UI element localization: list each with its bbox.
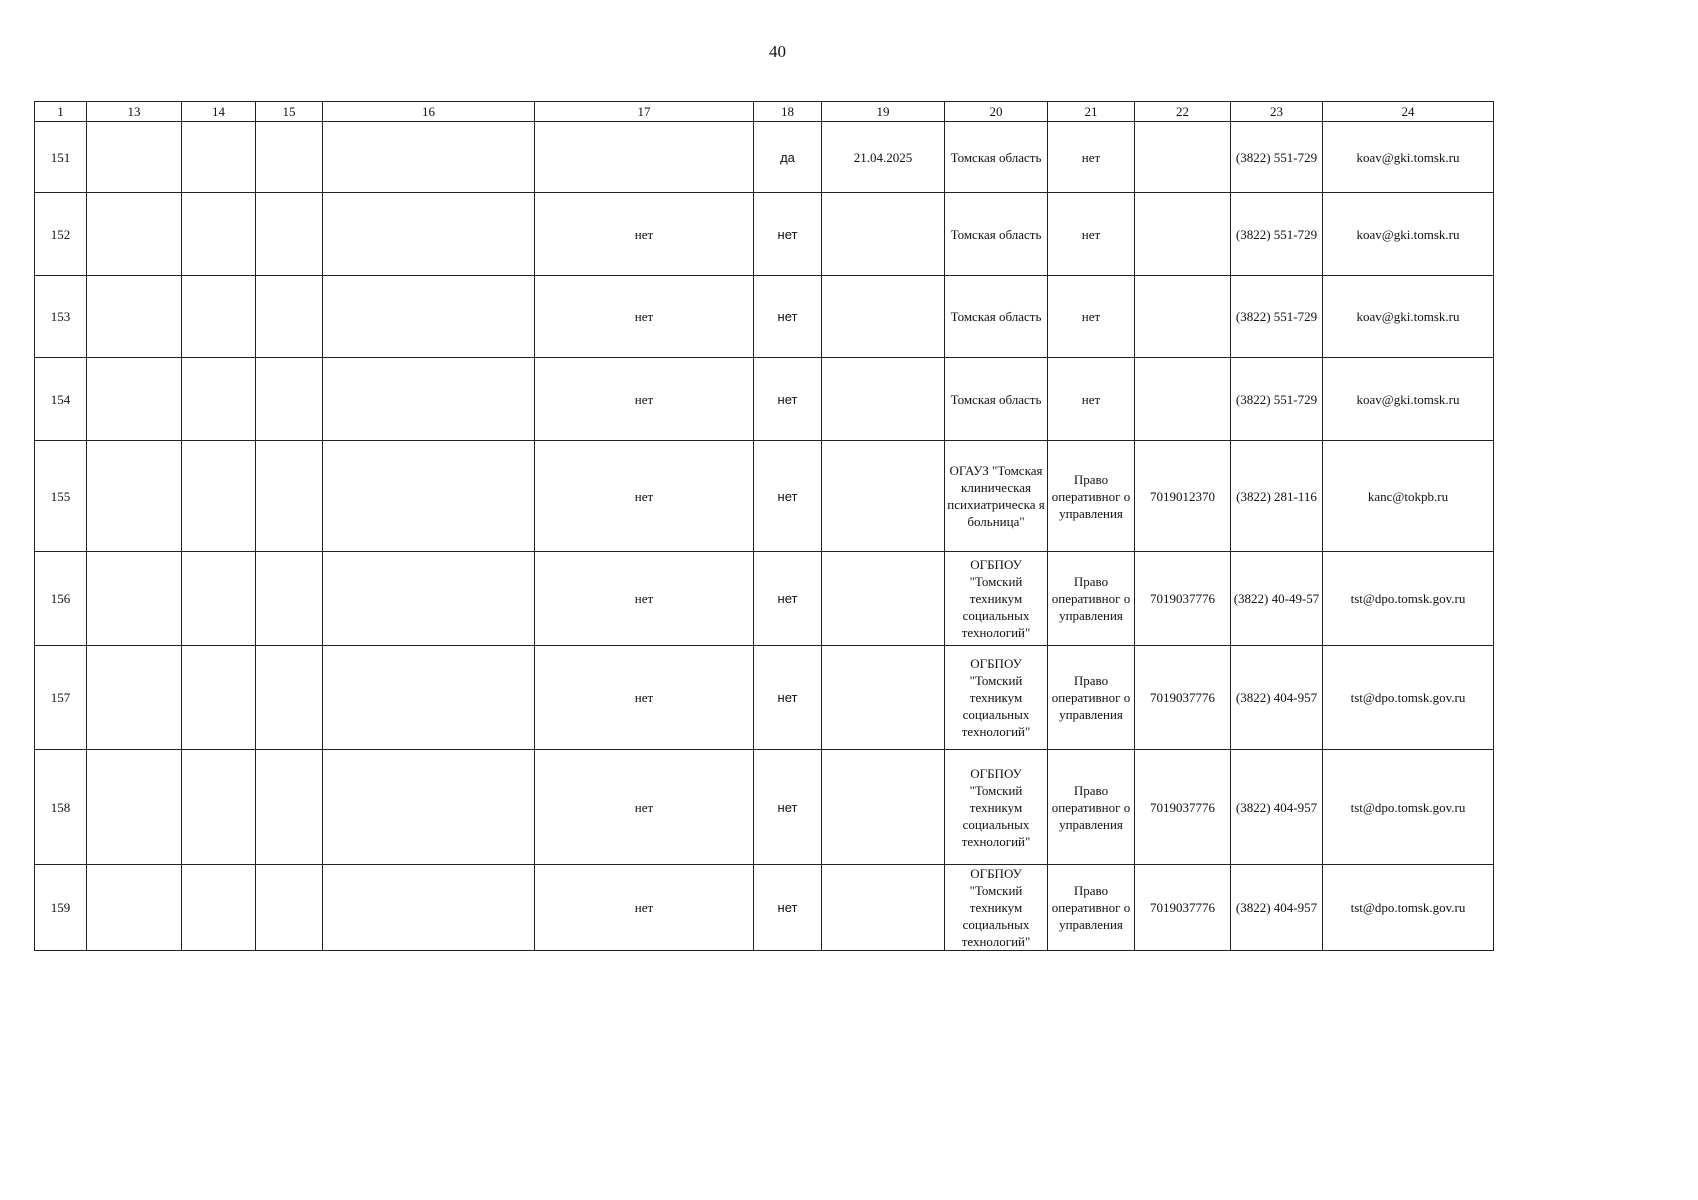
table-row bbox=[35, 552, 1494, 646]
cell-col17: нет bbox=[535, 750, 754, 865]
cell-col24: koav@gki.tomsk.ru bbox=[1323, 276, 1494, 358]
cell-number: 154 bbox=[35, 358, 87, 441]
cell-col14 bbox=[182, 193, 256, 276]
cell-col20: Томская область bbox=[945, 122, 1048, 193]
cell-col19 bbox=[822, 276, 945, 358]
cell-col13 bbox=[87, 865, 182, 951]
cell-col19: 21.04.2025 bbox=[822, 122, 945, 193]
cell-col14 bbox=[182, 441, 256, 552]
column-header: 21 bbox=[1048, 102, 1135, 122]
cell-col15 bbox=[256, 276, 323, 358]
table-row bbox=[35, 122, 1494, 193]
cell-col19 bbox=[822, 441, 945, 552]
cell-col13 bbox=[87, 441, 182, 552]
cell-col15 bbox=[256, 646, 323, 750]
cell-col17: нет bbox=[535, 276, 754, 358]
cell-col15 bbox=[256, 552, 323, 646]
cell-col24: koav@gki.tomsk.ru bbox=[1323, 358, 1494, 441]
cell-col14 bbox=[182, 750, 256, 865]
cell-col21: нет bbox=[1048, 122, 1135, 193]
cell-col14 bbox=[182, 552, 256, 646]
cell-col22: 7019037776 bbox=[1135, 865, 1231, 951]
cell-col19 bbox=[822, 865, 945, 951]
cell-col18: да bbox=[754, 122, 822, 193]
cell-col23: (3822) 404-957 bbox=[1231, 865, 1323, 951]
table-row bbox=[35, 276, 1494, 358]
cell-col16 bbox=[323, 441, 535, 552]
cell-col20: ОГБПОУ "Томский техникум социальных технологий" bbox=[945, 750, 1048, 865]
cell-col13 bbox=[87, 193, 182, 276]
cell-number: 156 bbox=[35, 552, 87, 646]
cell-col16 bbox=[323, 750, 535, 865]
cell-col22: 7019012370 bbox=[1135, 441, 1231, 552]
cell-col24: tst@dpo.tomsk.gov.ru bbox=[1323, 865, 1494, 951]
cell-col15 bbox=[256, 750, 323, 865]
cell-col21: Право оперативног о управления bbox=[1048, 750, 1135, 865]
cell-col21: Право оперативног о управления bbox=[1048, 646, 1135, 750]
page-number: 40 bbox=[769, 42, 786, 61]
cell-col24: tst@dpo.tomsk.gov.ru bbox=[1323, 646, 1494, 750]
cell-col22 bbox=[1135, 276, 1231, 358]
column-header: 22 bbox=[1135, 102, 1231, 122]
column-header: 23 bbox=[1231, 102, 1323, 122]
cell-col24: kanc@tokpb.ru bbox=[1323, 441, 1494, 552]
cell-col23: (3822) 404-957 bbox=[1231, 750, 1323, 865]
cell-col16 bbox=[323, 646, 535, 750]
cell-col23: (3822) 551-729 bbox=[1231, 193, 1323, 276]
registry-table bbox=[34, 101, 1494, 951]
cell-number: 157 bbox=[35, 646, 87, 750]
cell-col16 bbox=[323, 552, 535, 646]
cell-col15 bbox=[256, 358, 323, 441]
column-header: 20 bbox=[945, 102, 1048, 122]
cell-col22 bbox=[1135, 122, 1231, 193]
cell-col17: нет bbox=[535, 552, 754, 646]
cell-col14 bbox=[182, 122, 256, 193]
cell-col16 bbox=[323, 193, 535, 276]
column-header: 13 bbox=[87, 102, 182, 122]
cell-col13 bbox=[87, 358, 182, 441]
cell-col20: ОГБПОУ "Томский техникум социальных технологий" bbox=[945, 865, 1048, 951]
cell-col17: нет bbox=[535, 441, 754, 552]
cell-col14 bbox=[182, 358, 256, 441]
cell-col15 bbox=[256, 865, 323, 951]
cell-col15 bbox=[256, 441, 323, 552]
column-header: 24 bbox=[1323, 102, 1494, 122]
cell-col18: нет bbox=[754, 276, 822, 358]
cell-col18: нет bbox=[754, 193, 822, 276]
cell-col17: нет bbox=[535, 865, 754, 951]
cell-col13 bbox=[87, 750, 182, 865]
cell-col14 bbox=[182, 646, 256, 750]
header-row bbox=[35, 102, 1494, 122]
cell-col24: tst@dpo.tomsk.gov.ru bbox=[1323, 552, 1494, 646]
table-row bbox=[35, 646, 1494, 750]
cell-col15 bbox=[256, 193, 323, 276]
cell-col18: нет bbox=[754, 865, 822, 951]
cell-col20: ОГБПОУ "Томский техникум социальных технологий" bbox=[945, 646, 1048, 750]
cell-col21: нет bbox=[1048, 276, 1135, 358]
cell-number: 155 bbox=[35, 441, 87, 552]
cell-col23: (3822) 404-957 bbox=[1231, 646, 1323, 750]
cell-col23: (3822) 281-116 bbox=[1231, 441, 1323, 552]
cell-col22: 7019037776 bbox=[1135, 552, 1231, 646]
column-header: 19 bbox=[822, 102, 945, 122]
table-row bbox=[35, 358, 1494, 441]
cell-col18: нет bbox=[754, 646, 822, 750]
cell-col18: нет bbox=[754, 552, 822, 646]
cell-col13 bbox=[87, 646, 182, 750]
cell-col21: нет bbox=[1048, 358, 1135, 441]
column-header: 15 bbox=[256, 102, 323, 122]
cell-col17: нет bbox=[535, 193, 754, 276]
cell-col18: нет bbox=[754, 358, 822, 441]
cell-col16 bbox=[323, 358, 535, 441]
cell-col18: нет bbox=[754, 750, 822, 865]
cell-col22: 7019037776 bbox=[1135, 750, 1231, 865]
cell-col19 bbox=[822, 193, 945, 276]
cell-col20: Томская область bbox=[945, 193, 1048, 276]
cell-col24: tst@dpo.tomsk.gov.ru bbox=[1323, 750, 1494, 865]
cell-col19 bbox=[822, 552, 945, 646]
cell-col22: 7019037776 bbox=[1135, 646, 1231, 750]
cell-col17: нет bbox=[535, 646, 754, 750]
cell-col23: (3822) 40-49-57 bbox=[1231, 552, 1323, 646]
cell-col20: Томская область bbox=[945, 358, 1048, 441]
table-row bbox=[35, 750, 1494, 865]
column-header: 14 bbox=[182, 102, 256, 122]
table-row bbox=[35, 441, 1494, 552]
column-header: 16 bbox=[323, 102, 535, 122]
cell-col20: ОГБПОУ "Томский техникум социальных технологий" bbox=[945, 552, 1048, 646]
cell-number: 152 bbox=[35, 193, 87, 276]
cell-col21: Право оперативног о управления bbox=[1048, 552, 1135, 646]
cell-col16 bbox=[323, 865, 535, 951]
cell-col23: (3822) 551-729 bbox=[1231, 276, 1323, 358]
table-row bbox=[35, 193, 1494, 276]
column-header: 1 bbox=[35, 102, 87, 122]
cell-col19 bbox=[822, 646, 945, 750]
cell-col13 bbox=[87, 122, 182, 193]
cell-col13 bbox=[87, 552, 182, 646]
cell-col23: (3822) 551-729 bbox=[1231, 358, 1323, 441]
cell-col17 bbox=[535, 122, 754, 193]
cell-col15 bbox=[256, 122, 323, 193]
cell-col21: Право оперативног о управления bbox=[1048, 441, 1135, 552]
cell-col24: koav@gki.tomsk.ru bbox=[1323, 193, 1494, 276]
cell-number: 151 bbox=[35, 122, 87, 193]
table-row bbox=[35, 865, 1494, 951]
cell-col16 bbox=[323, 122, 535, 193]
column-header: 17 bbox=[535, 102, 754, 122]
cell-col13 bbox=[87, 276, 182, 358]
cell-col17: нет bbox=[535, 358, 754, 441]
cell-number: 159 bbox=[35, 865, 87, 951]
cell-col14 bbox=[182, 865, 256, 951]
cell-number: 153 bbox=[35, 276, 87, 358]
cell-col22 bbox=[1135, 193, 1231, 276]
cell-col16 bbox=[323, 276, 535, 358]
cell-col23: (3822) 551-729 bbox=[1231, 122, 1323, 193]
cell-col21: Право оперативног о управления bbox=[1048, 865, 1135, 951]
cell-col18: нет bbox=[754, 441, 822, 552]
cell-number: 158 bbox=[35, 750, 87, 865]
cell-col20: ОГАУЗ "Томская клиническая психиатрическа я больница" bbox=[945, 441, 1048, 552]
column-header: 18 bbox=[754, 102, 822, 122]
cell-col14 bbox=[182, 276, 256, 358]
cell-col21: нет bbox=[1048, 193, 1135, 276]
cell-col19 bbox=[822, 750, 945, 865]
cell-col24: koav@gki.tomsk.ru bbox=[1323, 122, 1494, 193]
cell-col19 bbox=[822, 358, 945, 441]
cell-col22 bbox=[1135, 358, 1231, 441]
cell-col20: Томская область bbox=[945, 276, 1048, 358]
